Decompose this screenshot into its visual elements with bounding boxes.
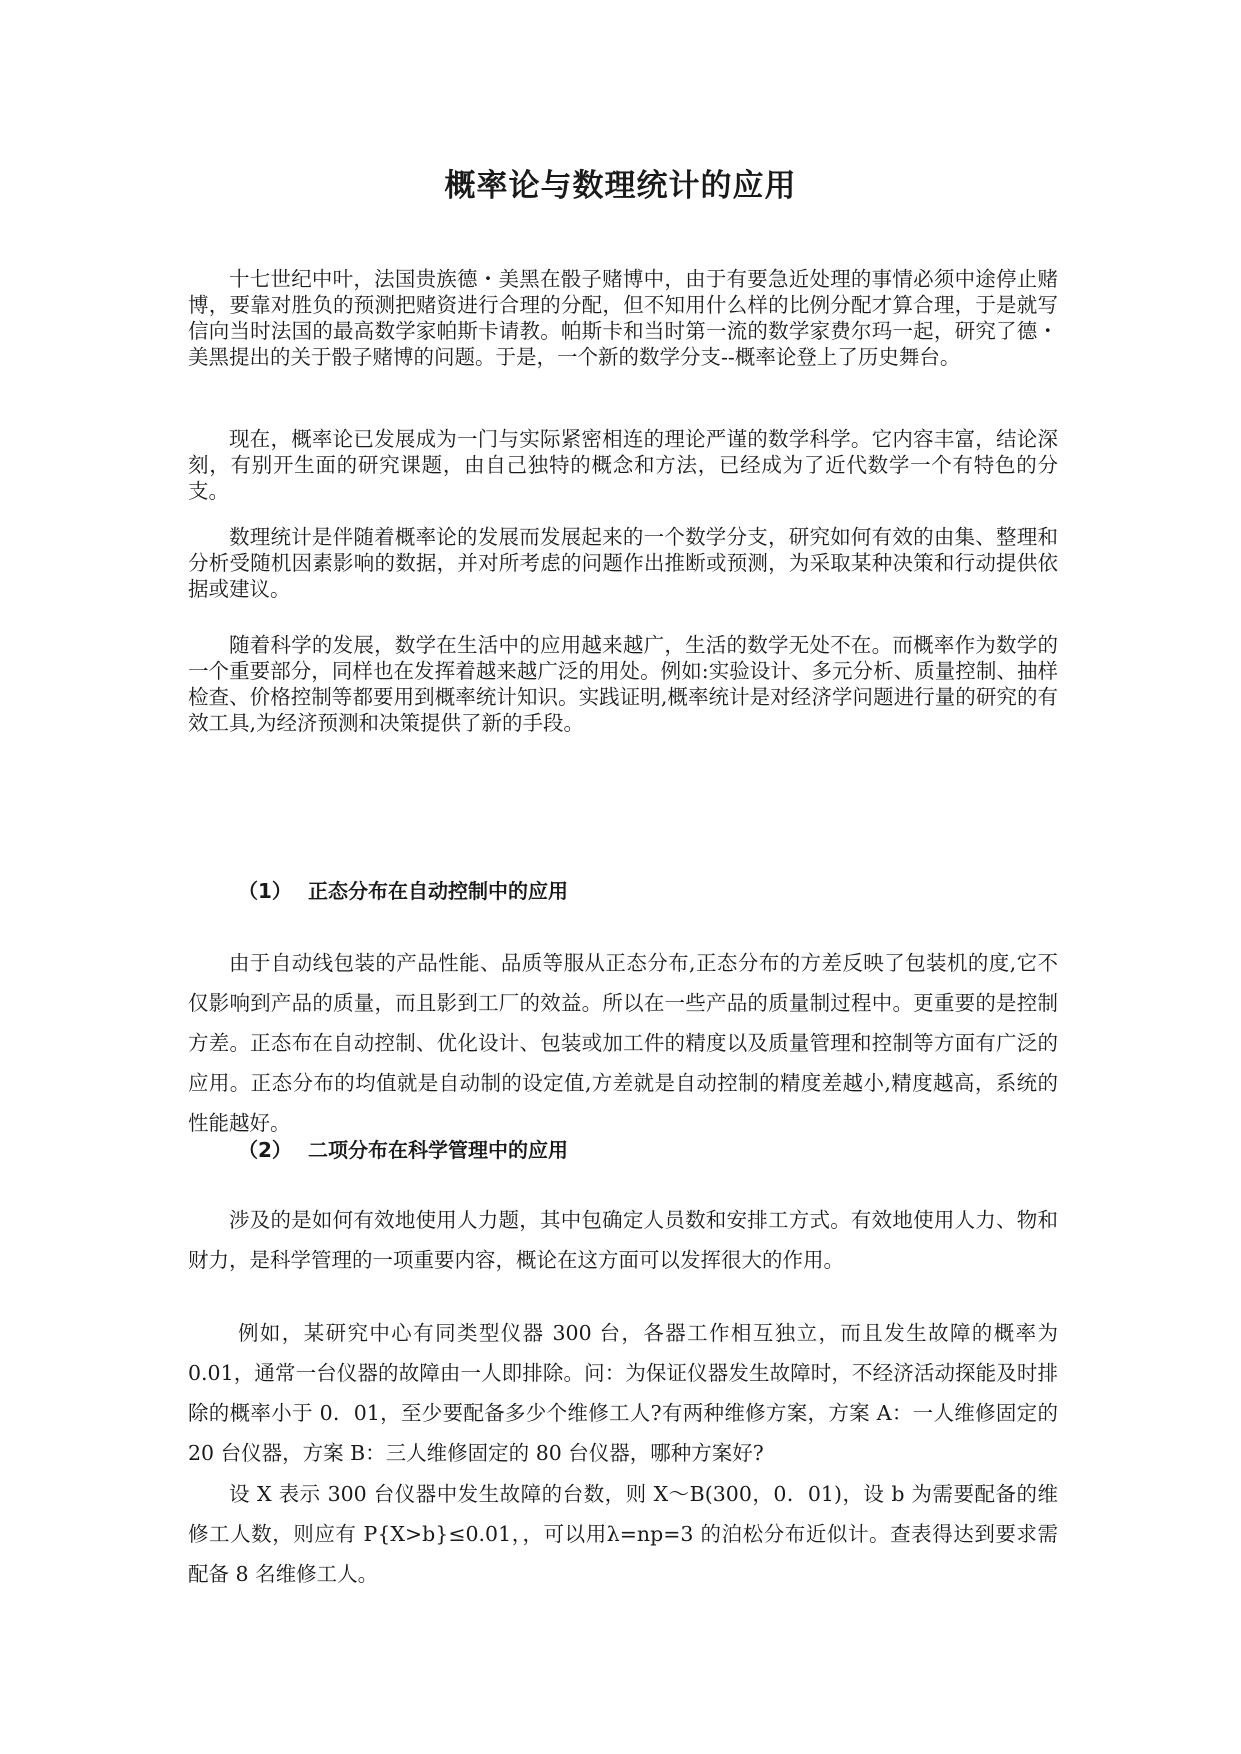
paragraph-example-solution: 设 X 表示 300 台仪器中发生故障的台数，则 X～B(300，0．01)，设 b 为需要配备的维修工人数，则应有 P{X>b}≤0.01，，可以用λ=np=3 的泊松分布近似计。查表得达到要求需配备 8 名维修工人。 bbox=[188, 1482, 1058, 1586]
paragraph-binomial-distribution: 涉及的是如何有效地使用人力题，其中包确定人员数和安排工方式。有效地使用人力、物和财力，是科学管理的一项重要内容，概论在这方面可以发挥很大的作用。 bbox=[188, 1208, 1058, 1272]
section-heading-normal-distribution bbox=[238, 875, 568, 904]
paragraph-applications: 随着科学的发展，数学在生活中的应用越来越广，生活的数学无处不在。而概率作为数学的一个重要部分，同样也在发挥着越来越广泛的用处。例如:实验设计、多元分析、质量控制、抽样检查、价格控制等都要用到概率统计知识。实践证明,概率统计是对经济学问题进行量的研究的有效工具,为经济预测和决策提供了新的手段。 bbox=[188, 633, 1058, 735]
section-heading-binomial-distribution bbox=[238, 1134, 568, 1163]
paragraph-mathematical-statistics: 数理统计是伴随着概率论的发展而发展起来的一个数学分支，研究如何有效的由集、整理和分析受随机因素影响的数据，并对所考虑的问题作出推断或预测，为采取某种决策和行动提供依据或建议。 bbox=[188, 525, 1058, 601]
paragraph-probability-theory: 现在，概率论已发展成为一门与实际紧密相连的理论严谨的数学科学。它内容丰富，结论深刻，有别开生面的研究课题，由自己独特的概念和方法，已经成为了近代数学一个有特色的分支。 bbox=[188, 427, 1058, 503]
section-title: 二项分布在科学管理中的应用 bbox=[308, 1138, 568, 1162]
section-number: （1） bbox=[238, 879, 292, 903]
document-title: 概率论与数理统计的应用 bbox=[444, 168, 797, 204]
section-number: （2） bbox=[238, 1138, 292, 1162]
section-title: 正态分布在自动控制中的应用 bbox=[308, 879, 568, 903]
paragraph-history: 十七世纪中叶，法国贵族德・美黑在骰子赌博中，由于有要急近处理的事情必须中途停止赌博，要靠对胜负的预测把赌资进行合理的分配，但不知用什么样的比例分配才算合理，于是就写信向当时法国的最高数学家帕斯卡请教。帕斯卡和当时第一流的数学家费尔玛一起，研究了德・美黑提出的关于骰子赌博的问题。于是，一个新的数学分支--概率论登上了历史舞台。 bbox=[188, 267, 1058, 369]
paragraph-normal-distribution: 由于自动线包装的产品性能、品质等服从正态分布,正态分布的方差反映了包装机的度,它不仅影响到产品的质量，而且影到工厂的效益。所以在一些产品的质量制过程中。更重要的是控制方差。正态布在自动控制、优化设计、包装或加工件的精度以及质量管理和控制等方面有广泛的应用。正态分布的均值就是自动制的设定值,方差就是自动控制的精度差越小,精度越高，系统的性能越好。 bbox=[188, 951, 1058, 1135]
paragraph-example-problem: 例如，某研究中心有同类型仪器 300 台，各器工作相互独立，而且发生故障的概率为 0.01，通常一台仪器的故障由一人即排除。问：为保证仪器发生故障时，不经济活动探能及时排除的概率小于 0．01，至少要配备多少个维修工人?有两种维修方案，方案 A：一人维修固定的 20 台仪器，方案 B：三人维修固定的 80 台仪器，哪种方案好? bbox=[188, 1321, 1058, 1465]
